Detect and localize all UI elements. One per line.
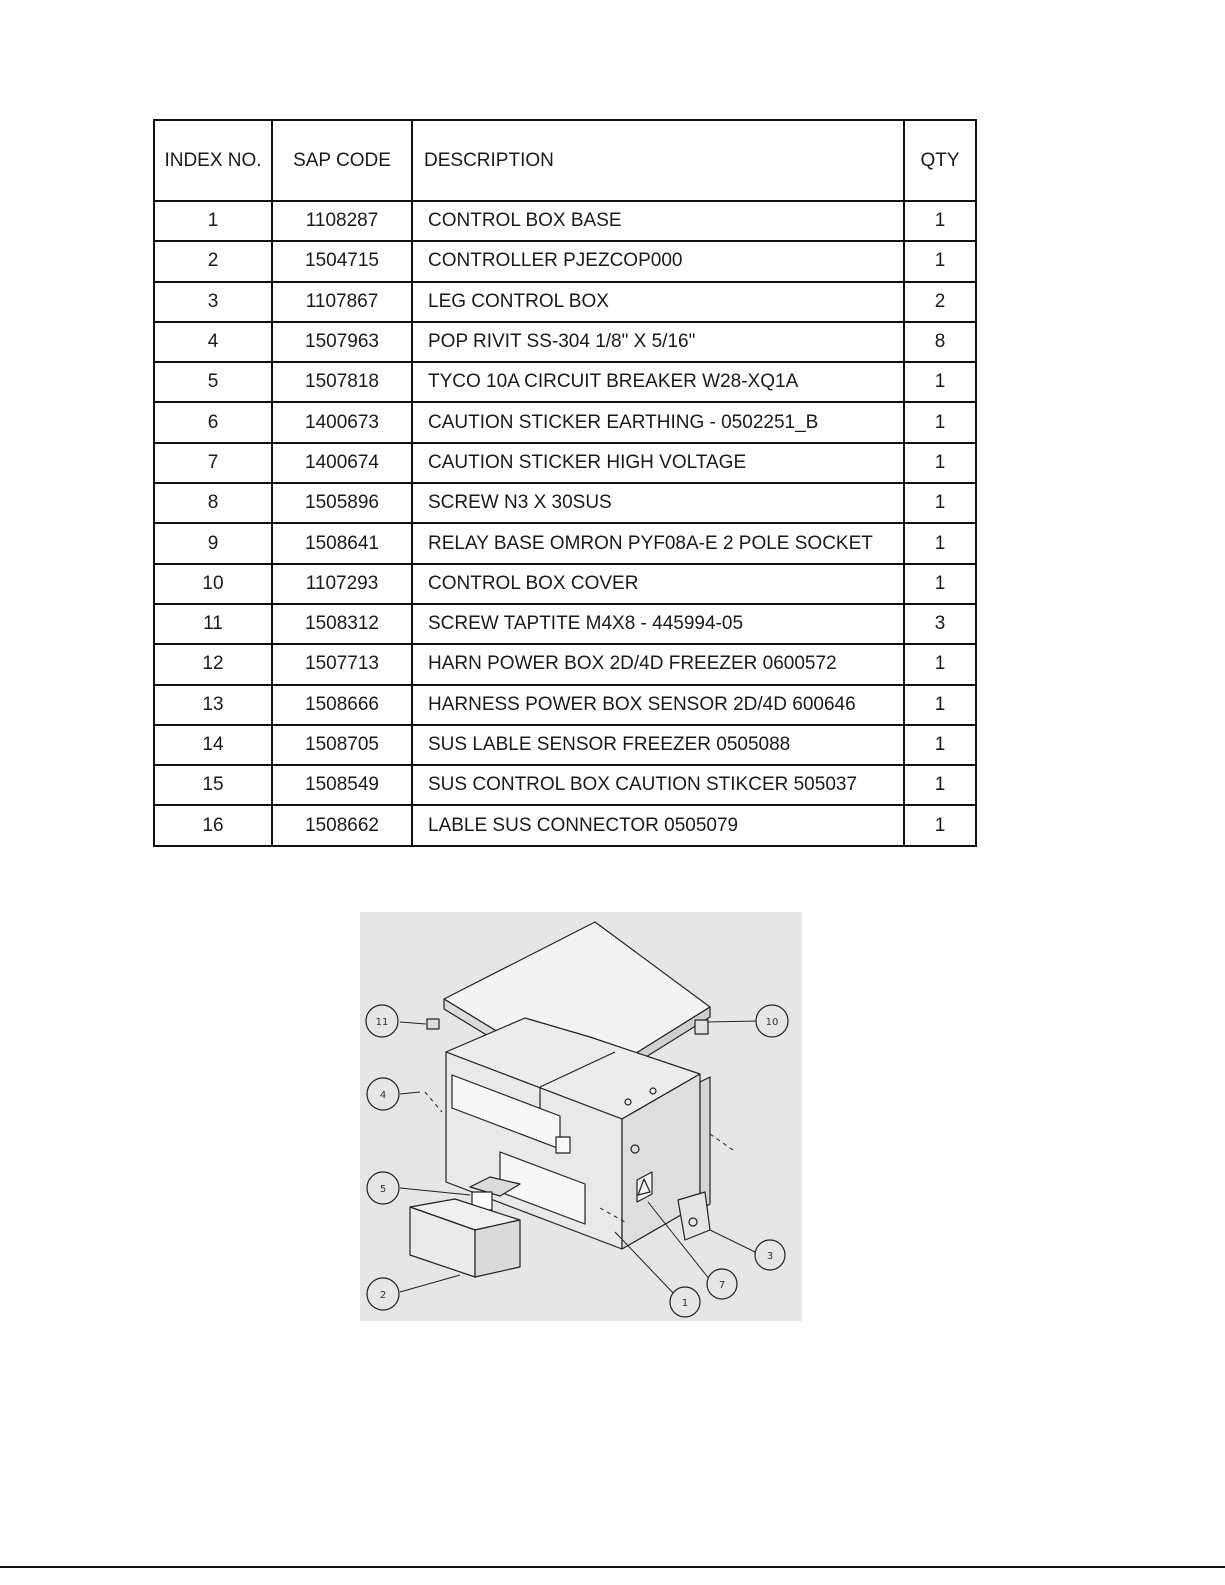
leader-10 bbox=[707, 1021, 758, 1022]
table-header-row bbox=[154, 120, 976, 201]
cell-index: 16 bbox=[154, 805, 272, 845]
callout-label-10: 10 bbox=[765, 1017, 779, 1028]
table-row bbox=[154, 322, 976, 362]
cell-sap-code: 1107867 bbox=[272, 282, 412, 322]
cell-index: 9 bbox=[154, 523, 272, 563]
callout-label-2: 2 bbox=[379, 1290, 387, 1301]
cell-description: TYCO 10A CIRCUIT BREAKER W28-XQ1A bbox=[412, 362, 904, 402]
cell-index: 2 bbox=[154, 241, 272, 281]
header-qty: QTY bbox=[904, 120, 976, 201]
cell-index: 1 bbox=[154, 201, 272, 241]
cell-sap-code: 1107293 bbox=[272, 564, 412, 604]
cell-qty: 1 bbox=[904, 805, 976, 845]
cell-sap-code: 1508641 bbox=[272, 523, 412, 563]
cell-description: LABLE SUS CONNECTOR 0505079 bbox=[412, 805, 904, 845]
table-row bbox=[154, 644, 976, 684]
callout-label-7: 7 bbox=[718, 1280, 726, 1291]
cell-index: 13 bbox=[154, 685, 272, 725]
cell-description: SCREW TAPTITE M4X8 - 445994-05 bbox=[412, 604, 904, 644]
leader-1 bbox=[615, 1232, 675, 1295]
cell-sap-code: 1508666 bbox=[272, 685, 412, 725]
cell-sap-code: 1508705 bbox=[272, 725, 412, 765]
front-square-cutout bbox=[556, 1137, 570, 1153]
cell-sap-code: 1508549 bbox=[272, 765, 412, 805]
cell-qty: 1 bbox=[904, 362, 976, 402]
cell-sap-code: 1505896 bbox=[272, 483, 412, 523]
cell-description: SUS CONTROL BOX CAUTION STIKCER 505037 bbox=[412, 765, 904, 805]
dash-rivet-3 bbox=[710, 1134, 733, 1150]
table-row bbox=[154, 402, 976, 442]
header-index-no: INDEX NO. bbox=[154, 120, 272, 201]
exploded-view-drawing bbox=[360, 912, 802, 1321]
cell-index: 10 bbox=[154, 564, 272, 604]
callout-label-5: 5 bbox=[379, 1184, 387, 1195]
table-row bbox=[154, 443, 976, 483]
leg-bracket bbox=[678, 1192, 710, 1240]
cell-description: HARNESS POWER BOX SENSOR 2D/4D 600646 bbox=[412, 685, 904, 725]
cell-index: 4 bbox=[154, 322, 272, 362]
cell-qty: 1 bbox=[904, 564, 976, 604]
table-row bbox=[154, 241, 976, 281]
cell-sap-code: 1508662 bbox=[272, 805, 412, 845]
cell-description: HARN POWER BOX 2D/4D FREEZER 0600572 bbox=[412, 644, 904, 684]
cell-description: LEG CONTROL BOX bbox=[412, 282, 904, 322]
cell-qty: 2 bbox=[904, 282, 976, 322]
cell-description: RELAY BASE OMRON PYF08A-E 2 POLE SOCKET bbox=[412, 523, 904, 563]
screw-head bbox=[427, 1019, 439, 1029]
leader-3 bbox=[710, 1230, 755, 1252]
exploded-view-diagram bbox=[360, 912, 802, 1321]
controller-side bbox=[475, 1220, 520, 1277]
cell-index: 11 bbox=[154, 604, 272, 644]
cell-index: 7 bbox=[154, 443, 272, 483]
cell-description: CAUTION STICKER HIGH VOLTAGE bbox=[412, 443, 904, 483]
cell-qty: 1 bbox=[904, 201, 976, 241]
cell-qty: 3 bbox=[904, 604, 976, 644]
cell-qty: 1 bbox=[904, 685, 976, 725]
callout-label-3: 3 bbox=[766, 1251, 774, 1262]
cell-sap-code: 1507818 bbox=[272, 362, 412, 402]
cell-description: CONTROL BOX BASE bbox=[412, 201, 904, 241]
cell-qty: 1 bbox=[904, 483, 976, 523]
cell-index: 6 bbox=[154, 402, 272, 442]
cell-index: 12 bbox=[154, 644, 272, 684]
table-row bbox=[154, 523, 976, 563]
cell-sap-code: 1400674 bbox=[272, 443, 412, 483]
leader-5 bbox=[400, 1188, 470, 1195]
cell-description: SUS LABLE SENSOR FREEZER 0505088 bbox=[412, 725, 904, 765]
cell-qty: 1 bbox=[904, 765, 976, 805]
parts-table bbox=[153, 119, 977, 847]
cell-qty: 8 bbox=[904, 322, 976, 362]
header-sap-code: SAP CODE bbox=[272, 120, 412, 201]
table-row bbox=[154, 483, 976, 523]
page-bottom-rule bbox=[0, 1566, 1225, 1568]
cell-sap-code: 1507963 bbox=[272, 322, 412, 362]
cell-index: 5 bbox=[154, 362, 272, 402]
cell-qty: 1 bbox=[904, 523, 976, 563]
table-row bbox=[154, 685, 976, 725]
cell-qty: 1 bbox=[904, 644, 976, 684]
header-description: DESCRIPTION bbox=[412, 120, 904, 201]
cell-description: CONTROLLER PJEZCOP000 bbox=[412, 241, 904, 281]
cell-sap-code: 1108287 bbox=[272, 201, 412, 241]
table-row bbox=[154, 604, 976, 644]
callout-label-11: 11 bbox=[375, 1017, 389, 1028]
cell-qty: 1 bbox=[904, 443, 976, 483]
cell-sap-code: 1508312 bbox=[272, 604, 412, 644]
leader-4 bbox=[400, 1092, 420, 1094]
cell-index: 15 bbox=[154, 765, 272, 805]
cell-sap-code: 1504715 bbox=[272, 241, 412, 281]
cell-description: CAUTION STICKER EARTHING - 0502251_B bbox=[412, 402, 904, 442]
cell-index: 8 bbox=[154, 483, 272, 523]
cell-description: CONTROL BOX COVER bbox=[412, 564, 904, 604]
cell-sap-code: 1507713 bbox=[272, 644, 412, 684]
cell-description: POP RIVIT SS-304 1/8" X 5/16" bbox=[412, 322, 904, 362]
table-row bbox=[154, 282, 976, 322]
cell-sap-code: 1400673 bbox=[272, 402, 412, 442]
cell-index: 14 bbox=[154, 725, 272, 765]
cell-qty: 1 bbox=[904, 402, 976, 442]
table-row bbox=[154, 564, 976, 604]
table-row bbox=[154, 362, 976, 402]
dash-rivet-1 bbox=[425, 1092, 442, 1112]
cell-description: SCREW N3 X 30SUS bbox=[412, 483, 904, 523]
table-row bbox=[154, 805, 976, 845]
cell-index: 3 bbox=[154, 282, 272, 322]
table-row bbox=[154, 765, 976, 805]
leader-11 bbox=[400, 1022, 426, 1024]
cover-tab bbox=[695, 1020, 708, 1034]
table-row bbox=[154, 201, 976, 241]
cell-qty: 1 bbox=[904, 241, 976, 281]
leader-2 bbox=[400, 1275, 460, 1292]
table-row bbox=[154, 725, 976, 765]
callout-label-4: 4 bbox=[379, 1090, 387, 1101]
callout-label-1: 1 bbox=[681, 1298, 689, 1309]
cell-qty: 1 bbox=[904, 725, 976, 765]
side-flange bbox=[700, 1077, 710, 1210]
